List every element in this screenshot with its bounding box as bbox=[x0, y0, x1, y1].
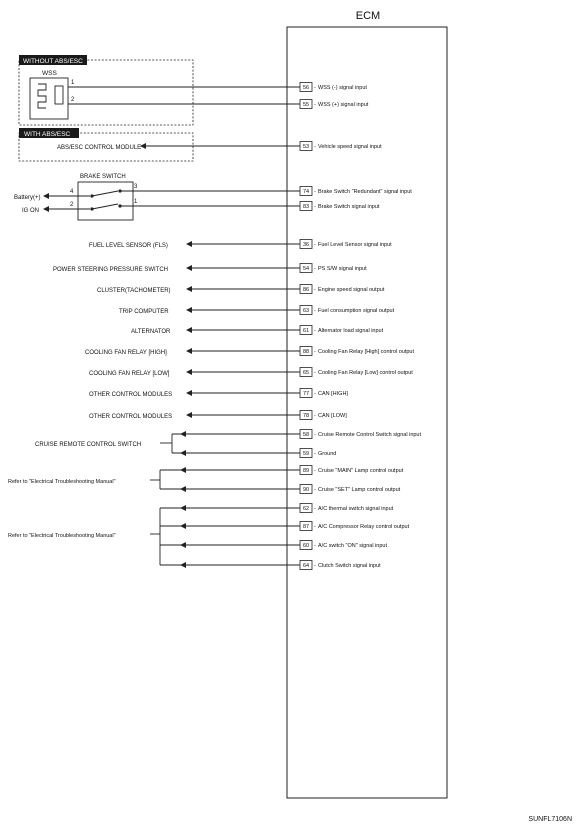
pin-dash: - bbox=[314, 506, 316, 513]
component-alternator bbox=[131, 327, 300, 335]
trip-label: TRIP COMPUTER bbox=[119, 309, 169, 315]
brake-switch-body bbox=[78, 182, 133, 220]
component-ref-1 bbox=[8, 467, 300, 492]
pin-number: 36 bbox=[302, 242, 310, 249]
ref1-label: Refer to "Electrical Troubleshooting Manual" bbox=[8, 479, 116, 485]
pin-number: 88 bbox=[302, 349, 310, 356]
pin-dash: - bbox=[314, 287, 316, 294]
cluster-label: CLUSTER(TACHOMETER) bbox=[97, 288, 171, 294]
pin-number: 61 bbox=[302, 328, 310, 335]
ecm-pin bbox=[300, 561, 381, 570]
component-trip bbox=[119, 307, 300, 315]
alt-label: ALTERNATOR bbox=[131, 329, 171, 335]
pin-signal-label: Cruise "SET" Lamp control output bbox=[318, 487, 401, 494]
ocm2-label: OTHER CONTROL MODULES bbox=[89, 414, 173, 420]
brake-pin-3: 3 bbox=[134, 184, 138, 190]
switch-blade-icon bbox=[92, 191, 118, 196]
pin-number: 89 bbox=[302, 468, 310, 475]
pin-number: 55 bbox=[302, 102, 310, 109]
ecm-pin bbox=[300, 100, 369, 109]
pin-number: 62 bbox=[302, 506, 310, 513]
pin-number: 53 bbox=[302, 144, 310, 151]
pin-number: 90 bbox=[302, 487, 310, 494]
pin-signal-label: Cooling Fan Relay [Low] control output bbox=[318, 370, 413, 377]
pin-number: 83 bbox=[302, 204, 310, 211]
pin-signal-label: A/C Compressor Relay control output bbox=[318, 524, 410, 531]
with-abs-tag: WITH ABS/ESC bbox=[24, 131, 71, 138]
ecm-pin bbox=[300, 285, 385, 294]
pin-number: 78 bbox=[302, 413, 310, 420]
arrow-left-icon bbox=[186, 286, 192, 292]
component-cruise bbox=[35, 431, 300, 456]
ecm-pin bbox=[300, 306, 395, 315]
ecm-pin bbox=[300, 240, 392, 249]
ecm-pin-list bbox=[300, 83, 421, 570]
component-fls bbox=[89, 241, 300, 249]
battery-label: Battery(+) bbox=[14, 195, 41, 201]
pin-dash: - bbox=[314, 349, 316, 356]
pin-signal-label: WSS (-) signal input bbox=[318, 85, 367, 92]
fan-low-label: COOLING FAN RELAY [LOW] bbox=[89, 371, 170, 377]
ecm-pin bbox=[300, 389, 348, 398]
figure-code: SUNFL7106N bbox=[528, 816, 572, 823]
pin-number: 87 bbox=[302, 524, 310, 531]
pin-signal-label: Ground bbox=[318, 451, 337, 458]
pin-dash: - bbox=[314, 432, 316, 439]
ecm-pin bbox=[300, 187, 412, 196]
pin-signal-label: A/C thermal switch signal input bbox=[318, 506, 394, 513]
component-ref-2 bbox=[8, 505, 300, 568]
component-ocm-2 bbox=[89, 412, 300, 420]
pin-signal-label: Cruise Remote Control Switch signal input bbox=[318, 432, 422, 439]
arrow-left-icon bbox=[186, 369, 192, 375]
ps-label: POWER STEERING PRESSURE SWITCH bbox=[53, 267, 169, 273]
fls-label: FUEL LEVEL SENSOR (FLS) bbox=[89, 243, 168, 249]
ecm-pin bbox=[300, 504, 394, 513]
pin-number: 59 bbox=[302, 451, 310, 458]
wss-pin-1: 1 bbox=[71, 80, 75, 86]
ecm-pin bbox=[300, 430, 421, 439]
pin-dash: - bbox=[314, 413, 316, 420]
abs-esc-module-label: ABS/ESC CONTROL MODULE bbox=[57, 145, 142, 151]
pin-number: 58 bbox=[302, 432, 310, 439]
ecm-pin bbox=[300, 485, 401, 494]
ecm-pin bbox=[300, 142, 382, 151]
arrow-left-icon bbox=[43, 193, 49, 199]
wss-label: WSS bbox=[42, 70, 57, 77]
arrow-left-icon bbox=[186, 412, 192, 418]
switch-blade-icon bbox=[92, 204, 118, 209]
ref2-label: Refer to "Electrical Troubleshooting Manual" bbox=[8, 533, 116, 539]
pin-number: 74 bbox=[302, 189, 310, 196]
ecm-pin bbox=[300, 326, 384, 335]
pin-dash: - bbox=[314, 328, 316, 335]
pin-signal-label: Cruise "MAIN" Lamp control output bbox=[318, 468, 404, 475]
wss-coil-icon bbox=[38, 84, 46, 108]
pin-signal-label: Engine speed signal output bbox=[318, 287, 385, 294]
pin-signal-label: Fuel consumption signal output bbox=[318, 308, 395, 315]
pin-dash: - bbox=[314, 85, 316, 92]
wss-pin-2: 2 bbox=[71, 97, 75, 103]
pin-signal-label: Alternator load signal input bbox=[318, 328, 384, 335]
pin-dash: - bbox=[314, 468, 316, 475]
ocm1-label: OTHER CONTROL MODULES bbox=[89, 392, 173, 398]
pin-number: 64 bbox=[302, 563, 310, 570]
brake-pin-4: 4 bbox=[70, 189, 74, 195]
ign-on-label: IG ON bbox=[22, 208, 40, 214]
arrow-left-icon bbox=[186, 307, 192, 313]
pin-dash: - bbox=[314, 391, 316, 398]
pin-signal-label: Brake Switch "Redundant" signal input bbox=[318, 189, 412, 196]
pin-signal-label: Fuel Level Sensor signal input bbox=[318, 242, 392, 249]
pin-dash: - bbox=[314, 144, 316, 151]
pin-number: 65 bbox=[302, 370, 310, 377]
component-ps bbox=[53, 265, 300, 273]
fan-high-label: COOLING FAN RELAY [HIGH] bbox=[85, 350, 167, 356]
pin-dash: - bbox=[314, 189, 316, 196]
brake-pin-1: 1 bbox=[134, 199, 138, 205]
component-cluster bbox=[97, 286, 300, 294]
brake-switch-title: BRAKE SWITCH bbox=[80, 174, 126, 180]
pin-dash: - bbox=[314, 308, 316, 315]
wss-magnet-icon bbox=[55, 86, 63, 104]
arrow-left-icon bbox=[186, 348, 192, 354]
pin-signal-label: CAN [HIGH] bbox=[318, 391, 348, 398]
pin-dash: - bbox=[314, 487, 316, 494]
ecm-pin bbox=[300, 541, 387, 550]
pin-signal-label: Vehicle speed signal input bbox=[318, 144, 382, 151]
pin-signal-label: Clutch Switch signal input bbox=[318, 563, 381, 570]
ecm-pin bbox=[300, 368, 413, 377]
pin-dash: - bbox=[314, 242, 316, 249]
pin-number: 60 bbox=[302, 543, 310, 550]
arrow-left-icon bbox=[186, 265, 192, 271]
cruise-label: CRUISE REMOTE CONTROL SWITCH bbox=[35, 442, 142, 448]
pin-signal-label: Brake Switch signal input bbox=[318, 204, 380, 211]
arrow-left-icon bbox=[43, 206, 49, 212]
pin-signal-label: Cooling Fan Relay [High] control output bbox=[318, 349, 414, 356]
without-abs-tag: WITHOUT ABS/ESC bbox=[23, 58, 83, 65]
brake-pin-2: 2 bbox=[70, 202, 74, 208]
ecm-pin bbox=[300, 411, 347, 420]
ecm-pin bbox=[300, 83, 367, 92]
pin-dash: - bbox=[314, 102, 316, 109]
pin-number: 77 bbox=[302, 391, 310, 398]
component-fan-low bbox=[89, 369, 300, 377]
pin-number: 54 bbox=[302, 266, 310, 273]
wss-sensor bbox=[30, 78, 68, 119]
pin-dash: - bbox=[314, 204, 316, 211]
ecm-title: ECM bbox=[355, 10, 381, 22]
ecm-pin bbox=[300, 466, 404, 475]
ecm-pin bbox=[300, 264, 367, 273]
pin-dash: - bbox=[314, 370, 316, 377]
pin-number: 56 bbox=[302, 85, 310, 92]
arrow-left-icon bbox=[186, 327, 192, 333]
arrow-left-icon bbox=[186, 390, 192, 396]
pin-dash: - bbox=[314, 524, 316, 531]
pin-signal-label: A/C switch "ON" signal input bbox=[318, 543, 388, 550]
pin-signal-label: PS S/W signal input bbox=[318, 266, 367, 273]
pin-signal-label: CAN [LOW] bbox=[318, 413, 347, 420]
component-ocm-1 bbox=[89, 390, 300, 398]
pin-dash: - bbox=[314, 563, 316, 570]
pin-signal-label: WSS (+) signal input bbox=[318, 102, 369, 109]
pin-dash: - bbox=[314, 451, 316, 458]
pin-number: 86 bbox=[302, 287, 310, 294]
pin-dash: - bbox=[314, 543, 316, 550]
ecm-pin bbox=[300, 449, 336, 458]
component-fan-high bbox=[85, 348, 300, 356]
ecm-pin bbox=[300, 202, 380, 211]
arrow-left-icon bbox=[186, 241, 192, 247]
pin-dash: - bbox=[314, 266, 316, 273]
pin-number: 63 bbox=[302, 308, 310, 315]
ecm-pin bbox=[300, 522, 410, 531]
ecm-pin bbox=[300, 347, 414, 356]
